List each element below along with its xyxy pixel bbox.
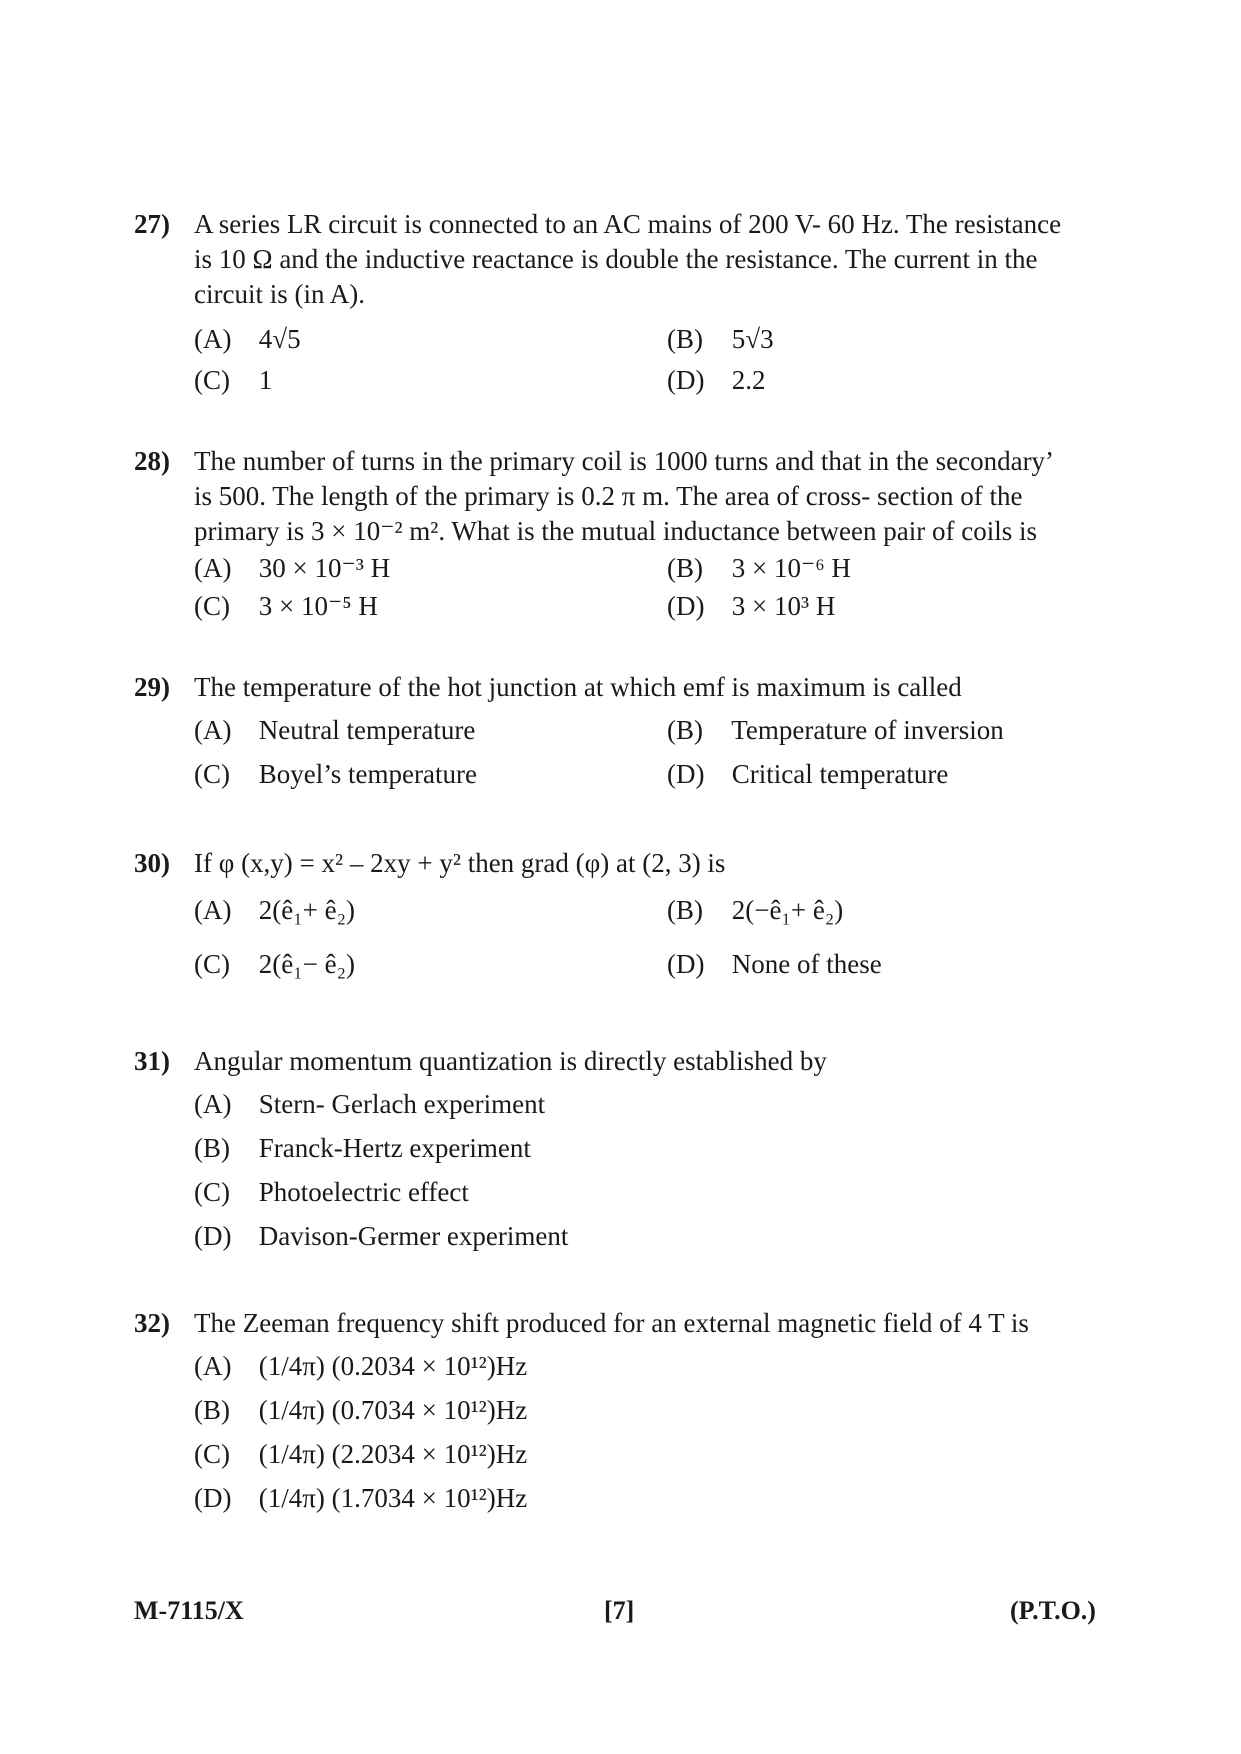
option-c [194, 363, 272, 398]
option-label: (A) [194, 553, 232, 583]
question-number: 31) [134, 1046, 170, 1076]
question-line: is 10 Ω and the inductive reactance is double the resistance. The current in the [194, 244, 1038, 274]
option-text: Neutral temperature [258, 715, 476, 745]
option-label: (C) [194, 591, 230, 621]
question-28 [134, 444, 1114, 625]
option-label: (C) [194, 949, 230, 979]
option-b [667, 322, 774, 357]
question-text [194, 444, 1114, 549]
option-text: 5√3 [731, 324, 774, 354]
option-d [667, 757, 948, 792]
question-text [194, 1044, 1114, 1079]
option-c [194, 1175, 469, 1210]
please-turn-over: (P.T.O.) [1010, 1596, 1096, 1625]
option-text: 30 × 10⁻³ H [258, 553, 391, 583]
option-label: (B) [667, 553, 703, 583]
option-text: 3 × 10³ H [731, 591, 836, 621]
option-label: (D) [194, 1221, 232, 1251]
option-text: 1 [258, 365, 273, 395]
option-c [194, 947, 355, 982]
question-number: 27) [134, 209, 170, 239]
exam-code: M-7115/X [134, 1596, 244, 1625]
question-30 [134, 846, 1114, 981]
option-text: 3 × 10⁻⁶ H [731, 553, 851, 583]
option-b [194, 1131, 531, 1166]
option-label: (A) [194, 895, 232, 925]
option-label: (D) [667, 365, 705, 395]
option-text: Boyel’s temperature [258, 759, 477, 789]
option-text: 2(ê₁+ ê₂) [258, 895, 356, 925]
option-a [194, 713, 475, 748]
question-line: Angular momentum quantization is directly established by [194, 1046, 827, 1076]
option-a [194, 1349, 527, 1384]
option-label: (A) [194, 1351, 232, 1381]
option-b [194, 1393, 527, 1428]
option-text: (1/4π) (2.2034 × 10¹²)Hz [258, 1439, 528, 1469]
option-label: (D) [194, 1483, 232, 1513]
option-text: Franck-Hertz experiment [258, 1133, 531, 1163]
question-number: 28) [134, 446, 170, 476]
question-text [194, 1306, 1114, 1341]
option-text: Photoelectric effect [258, 1177, 469, 1207]
option-text: 2(ê₁− ê₂) [258, 949, 356, 979]
option-text: (1/4π) (1.7034 × 10¹²)Hz [258, 1483, 528, 1513]
option-text: Stern- Gerlach experiment [258, 1089, 546, 1119]
option-text: 3 × 10⁻⁵ H [258, 591, 378, 621]
question-line: A series LR circuit is connected to an AC mains of 200 V- 60 Hz. The resistance [194, 209, 1062, 239]
question-line: The Zeeman frequency shift produced for an external magnetic field of 4 T is [194, 1308, 1029, 1338]
page-number: [7] [604, 1596, 635, 1625]
question-number: 30) [134, 848, 170, 878]
option-a [194, 1087, 545, 1122]
question-line: The number of turns in the primary coil is 1000 turns and that in the secondary’ [194, 446, 1055, 476]
option-text: None of these [731, 949, 882, 979]
option-label: (D) [667, 949, 705, 979]
option-d [667, 947, 882, 982]
question-line: is 500. The length of the primary is 0.2 π m. The area of cross- section of the [194, 481, 1023, 511]
option-label: (C) [194, 1177, 230, 1207]
option-b [667, 713, 1004, 748]
question-31 [134, 1044, 1114, 1259]
option-text: (1/4π) (0.2034 × 10¹²)Hz [258, 1351, 528, 1381]
option-a [194, 893, 355, 928]
option-label: (A) [194, 324, 232, 354]
options [194, 705, 1114, 789]
options [194, 549, 1114, 625]
question-line: circuit is (in A). [194, 279, 365, 309]
option-d [194, 1219, 568, 1254]
question-line: primary is 3 × 10⁻² m². What is the mutual inductance between pair of coils is [194, 516, 1037, 546]
option-b [667, 551, 851, 586]
question-text [194, 670, 1114, 705]
question-line: The temperature of the hot junction at which emf is maximum is called [194, 672, 962, 702]
option-a [194, 322, 301, 357]
option-text: Temperature of inversion [731, 715, 1004, 745]
option-label: (B) [667, 895, 703, 925]
option-label: (A) [194, 1089, 232, 1119]
option-text: 4√5 [258, 324, 301, 354]
option-b [667, 893, 843, 928]
option-label: (D) [667, 591, 705, 621]
option-label: (B) [667, 324, 703, 354]
options [194, 312, 1114, 395]
option-label: (B) [194, 1133, 230, 1163]
option-d [667, 589, 835, 624]
options [194, 881, 1114, 981]
question-29 [134, 670, 1114, 789]
question-text [194, 207, 1114, 312]
option-c [194, 589, 378, 624]
question-number: 29) [134, 672, 170, 702]
option-c [194, 1437, 527, 1472]
option-label: (D) [667, 759, 705, 789]
option-text: 2(−ê₁+ ê₂) [731, 895, 844, 925]
question-text [194, 846, 1114, 881]
options [194, 1341, 1114, 1521]
question-27 [134, 207, 1114, 395]
option-label: (B) [194, 1395, 230, 1425]
option-label: (C) [194, 365, 230, 395]
option-d [194, 1481, 527, 1516]
option-label: (B) [667, 715, 703, 745]
option-a [194, 551, 390, 586]
options [194, 1079, 1114, 1259]
option-text: Critical temperature [731, 759, 949, 789]
question-line: If φ (x,y) = x² – 2xy + y² then grad (φ) at (2, 3) is [194, 848, 726, 878]
question-32 [134, 1306, 1114, 1521]
option-label: (A) [194, 715, 232, 745]
option-text: 2.2 [731, 365, 766, 395]
option-d [667, 363, 766, 398]
question-number: 32) [134, 1308, 170, 1338]
option-c [194, 757, 477, 792]
option-label: (C) [194, 1439, 230, 1469]
option-text: (1/4π) (0.7034 × 10¹²)Hz [258, 1395, 528, 1425]
option-text: Davison-Germer experiment [258, 1221, 569, 1251]
option-label: (C) [194, 759, 230, 789]
